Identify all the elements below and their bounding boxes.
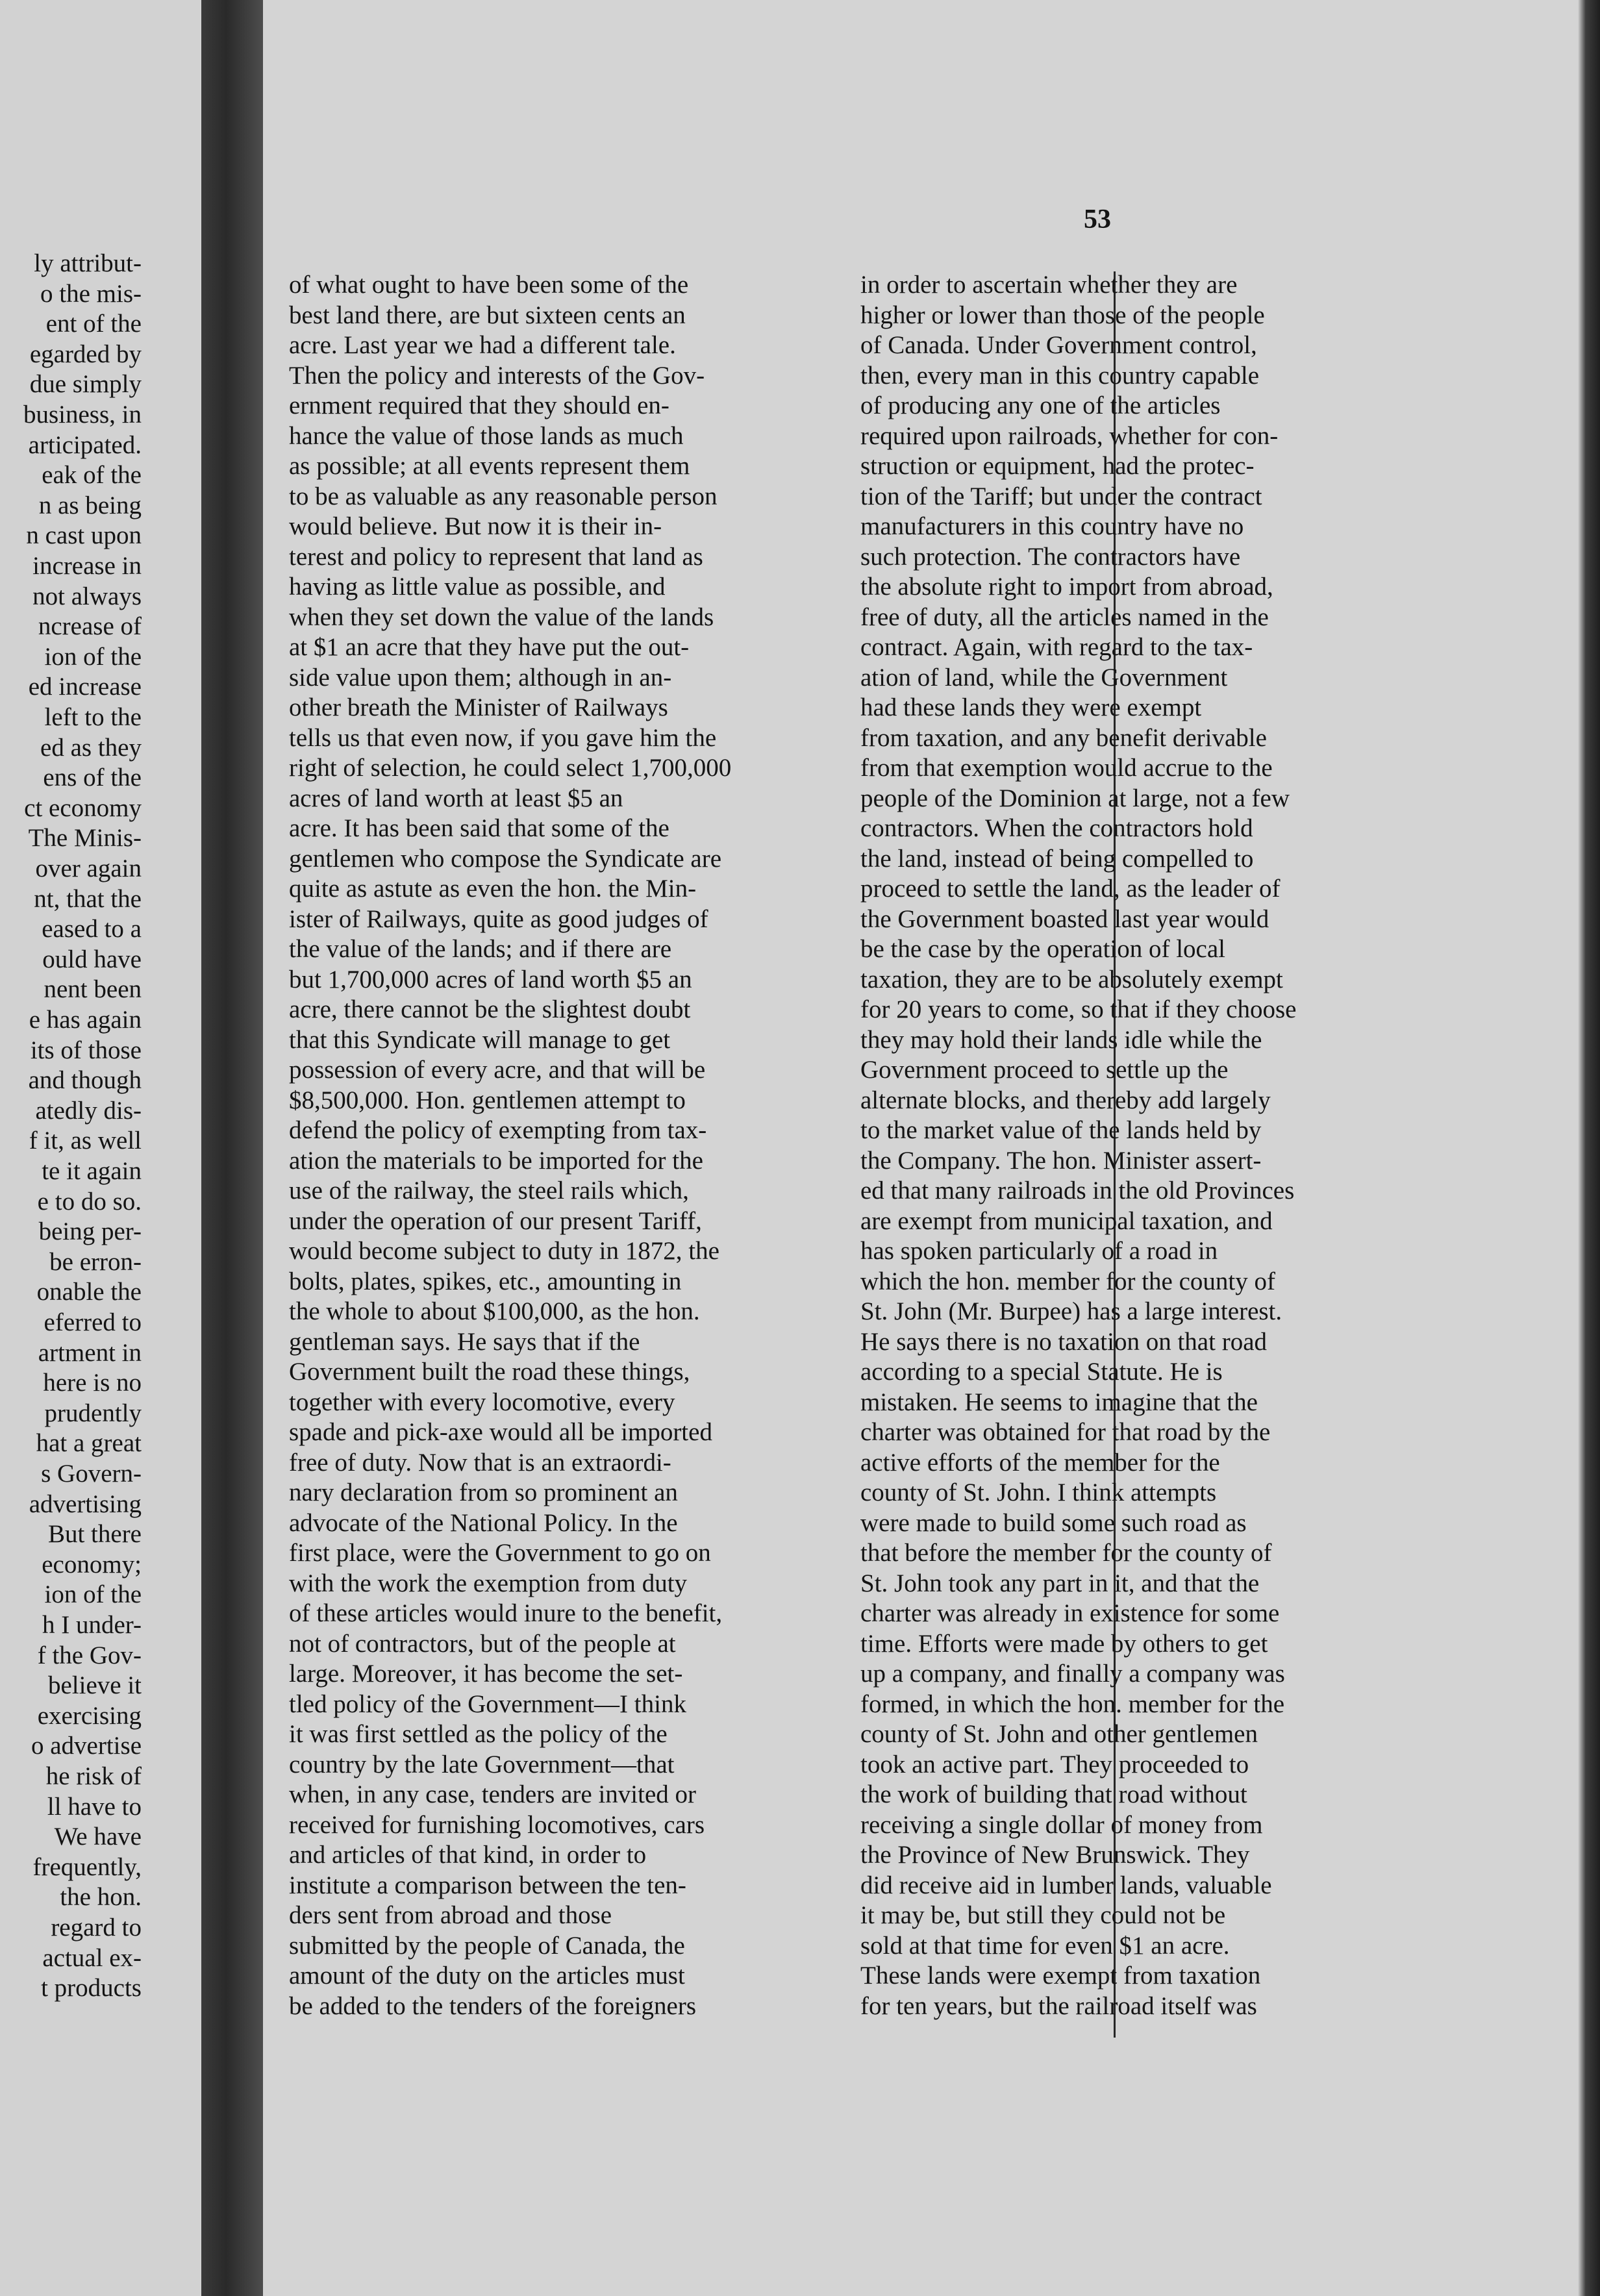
text-line: St. John (Mr. Burpee) has a large interest. bbox=[860, 1297, 1282, 1325]
fragment-line: e has again bbox=[29, 1006, 142, 1034]
fragment-line: articipated. bbox=[28, 430, 142, 459]
fragment-line: actual ex- bbox=[42, 1943, 142, 1972]
fragment-line: eased to a bbox=[42, 915, 142, 943]
text-line: at $1 an acre that they have put the out- bbox=[289, 633, 690, 661]
text-line: it was first settled as the policy of the bbox=[289, 1720, 668, 1748]
text-line: the Province of New Brunswick. They bbox=[860, 1841, 1250, 1869]
text-line: to be as valuable as any reasonable person bbox=[289, 482, 718, 510]
fragment-line: ed increase bbox=[28, 673, 142, 701]
text-line: submitted by the people of Canada, the bbox=[289, 1931, 685, 1960]
text-line: terest and policy to represent that land as bbox=[289, 542, 703, 571]
fragment-line: e to do so. bbox=[37, 1187, 142, 1216]
text-line: amount of the duty on the articles must bbox=[289, 1962, 685, 1990]
text-line: acre. Last year we had a different tale. bbox=[289, 331, 676, 359]
fragment-line: f it, as well bbox=[29, 1127, 142, 1155]
text-line: first place, were the Government to go on bbox=[289, 1539, 711, 1567]
fragment-line: n as being bbox=[38, 491, 142, 519]
text-line: possession of every acre, and that will be bbox=[289, 1056, 706, 1084]
fragment-line: believe it bbox=[47, 1671, 142, 1700]
text-line: hance the value of those lands as much bbox=[289, 421, 684, 450]
text-line: took an active part. They proceeded to bbox=[860, 1750, 1249, 1778]
text-line: Government proceed to settle up the bbox=[860, 1056, 1229, 1084]
text-line: free of duty, all the articles named in the bbox=[860, 603, 1269, 631]
text-line: spade and pick-axe would all be imported bbox=[289, 1418, 712, 1446]
text-line: with the work the exemption from duty bbox=[289, 1569, 688, 1597]
text-line: institute a comparison between the ten- bbox=[289, 1871, 686, 1899]
text-line: required upon railroads, whether for con- bbox=[860, 421, 1279, 450]
text-line: according to a special Statute. He is bbox=[860, 1358, 1223, 1386]
text-line: taxation, they are to be absolutely exempt bbox=[860, 965, 1283, 993]
text-line: to the market value of the lands held by bbox=[860, 1116, 1262, 1144]
fragment-line: be erron- bbox=[49, 1247, 142, 1276]
text-line: defend the policy of exempting from tax- bbox=[289, 1116, 707, 1144]
fragment-line: h I under- bbox=[42, 1611, 142, 1639]
fragment-line: But there bbox=[47, 1520, 142, 1549]
text-line: up a company, and finally a company was bbox=[860, 1660, 1285, 1688]
text-line: the work of building that road without bbox=[860, 1780, 1247, 1808]
text-line: use of the railway, the steel rails which, bbox=[289, 1177, 689, 1204]
text-line: the absolute right to import from abroad, bbox=[860, 573, 1273, 601]
text-line: not of contractors, but of the people at bbox=[289, 1629, 676, 1658]
text-line: side value upon them; although in an- bbox=[289, 663, 672, 692]
fragment-line: frequently, bbox=[32, 1853, 142, 1881]
text-line: mistaken. He seems to imagine that the bbox=[860, 1388, 1258, 1416]
text-line: formed, in which the hon. member for the bbox=[860, 1690, 1285, 1718]
text-line: but 1,700,000 acres of land worth $5 an bbox=[289, 965, 692, 993]
text-line: advocate of the National Policy. In the bbox=[289, 1508, 678, 1537]
text-line: county of St. John and other gentlemen bbox=[860, 1720, 1258, 1748]
text-line: of these articles would inure to the benefit, bbox=[289, 1599, 723, 1627]
fragment-line: ncrease of bbox=[38, 612, 142, 641]
text-line: received for furnishing locomotives, cars bbox=[289, 1810, 705, 1839]
fragment-line: advertising bbox=[29, 1490, 142, 1518]
text-line: be the case by the operation of local bbox=[860, 935, 1226, 963]
text-line: higher or lower than those of the people bbox=[860, 301, 1265, 329]
facing-page-fragment bbox=[0, 0, 201, 2296]
text-line: gentleman says. He says that if the bbox=[289, 1327, 640, 1356]
text-line: large. Moreover, it has become the set- bbox=[289, 1660, 683, 1688]
fragment-line: atedly dis- bbox=[35, 1096, 142, 1125]
text-line: under the operation of our present Tariff, bbox=[289, 1206, 702, 1235]
book-spine-shadow bbox=[201, 0, 263, 2296]
text-line: the Company. The hon. Minister assert- bbox=[860, 1146, 1262, 1175]
text-line: receiving a single dollar of money from bbox=[860, 1810, 1263, 1839]
text-line: ation the materials to be imported for the bbox=[289, 1146, 703, 1175]
text-line: ernment required that they should en- bbox=[289, 392, 669, 419]
fragment-line: ed as they bbox=[40, 733, 142, 762]
text-line: tion of the Tariff; but under the contract bbox=[860, 482, 1262, 510]
fragment-line: nt, that the bbox=[34, 884, 142, 913]
page-53 bbox=[263, 0, 1578, 2296]
text-line: that this Syndicate will manage to get bbox=[289, 1025, 671, 1054]
text-line: proceed to settle the land, as the leader of bbox=[860, 875, 1281, 903]
text-line: from that exemption would accrue to the bbox=[860, 754, 1273, 782]
text-line: nary declaration from so prominent an bbox=[289, 1479, 678, 1506]
text-line: right of selection, he could select 1,700,000 bbox=[289, 754, 732, 782]
text-line: had these lands they were exempt bbox=[860, 693, 1202, 721]
fragment-line: eak of the bbox=[42, 461, 142, 490]
fragment-line: ens of the bbox=[43, 764, 142, 792]
fragment-line: over again bbox=[35, 855, 142, 882]
text-line: the whole to about $100,000, as the hon. bbox=[289, 1297, 700, 1325]
text-line: would become subject to duty in 1872, the bbox=[289, 1237, 719, 1265]
text-line: it may be, but still they could not be bbox=[860, 1901, 1226, 1929]
fragment-line: ion of the bbox=[44, 642, 142, 671]
fragment-line: being per- bbox=[38, 1217, 142, 1246]
text-line: He says there is no taxation on that road bbox=[860, 1327, 1267, 1356]
text-line: for ten years, but the railroad itself was bbox=[860, 1991, 1257, 2020]
text-line: has spoken particularly of a road in bbox=[860, 1237, 1218, 1265]
fragment-line: ent of the bbox=[45, 310, 142, 338]
text-line: the land, instead of being compelled to bbox=[860, 844, 1254, 873]
text-line: together with every locomotive, every bbox=[289, 1388, 675, 1416]
text-line: of Canada. Under Government control, bbox=[860, 331, 1257, 359]
text-line: and articles of that kind, in order to bbox=[289, 1841, 647, 1869]
text-line: sold at that time for even $1 an acre. bbox=[860, 1931, 1230, 1960]
page-number: 53 bbox=[1084, 205, 1111, 234]
fragment-line: increase in bbox=[32, 552, 142, 580]
fragment-line: regard to bbox=[51, 1914, 142, 1941]
text-line: county of St. John. I think attempts bbox=[860, 1479, 1217, 1506]
text-line: free of duty. Now that is an extraordi- bbox=[289, 1448, 671, 1477]
fragment-line: ct economy bbox=[24, 793, 142, 822]
fragment-line: left to the bbox=[44, 703, 142, 731]
fragment-line: o the mis- bbox=[40, 279, 142, 308]
fragment-line: the hon. bbox=[60, 1883, 142, 1912]
text-line: active efforts of the member for the bbox=[860, 1448, 1220, 1477]
fragment-line: business, in bbox=[23, 401, 142, 429]
fragment-line: he risk of bbox=[45, 1762, 142, 1790]
text-line: when, in any case, tenders are invited or bbox=[289, 1780, 697, 1808]
fragment-line: ly attribut- bbox=[34, 249, 142, 277]
text-line: when they set down the value of the lands bbox=[289, 603, 714, 631]
text-line: contract. Again, with regard to the tax- bbox=[860, 633, 1253, 661]
fragment-line: egarded by bbox=[29, 340, 142, 368]
text-line: ister of Railways, quite as good judges of bbox=[289, 905, 708, 933]
fragment-line: o advertise bbox=[31, 1732, 142, 1760]
text-line: time. Efforts were made by others to get bbox=[860, 1629, 1268, 1658]
text-line: tells us that even now, if you gave him the bbox=[289, 723, 717, 752]
text-line: struction or equipment, had the protec- bbox=[860, 452, 1255, 480]
fragment-line: hat a great bbox=[36, 1429, 142, 1458]
fragment-line: n cast upon bbox=[26, 521, 142, 550]
fragment-line: prudently bbox=[44, 1399, 142, 1427]
text-line: Government built the road these things, bbox=[289, 1358, 690, 1386]
text-line: bolts, plates, spikes, etc., amounting in bbox=[289, 1267, 682, 1295]
text-line: Then the policy and interests of the Gov- bbox=[289, 361, 705, 390]
text-line: country by the late Government—that bbox=[289, 1750, 675, 1778]
fragment-line: here is no bbox=[43, 1369, 142, 1397]
text-line: quite as astute as even the hon. the Min- bbox=[289, 875, 697, 903]
text-line: of what ought to have been some of the bbox=[289, 271, 689, 299]
text-line: other breath the Minister of Railways bbox=[289, 693, 668, 721]
text-line: be added to the tenders of the foreigners bbox=[289, 1991, 697, 2020]
fragment-line: economy; bbox=[42, 1550, 142, 1578]
fragment-line: The Minis- bbox=[28, 824, 142, 853]
text-line: manufacturers in this country have no bbox=[860, 512, 1244, 540]
fragment-line: due simply bbox=[29, 370, 142, 399]
text-line: would believe. But now it is their in- bbox=[289, 512, 662, 540]
fragment-line: onable the bbox=[36, 1278, 142, 1306]
text-line: the Government boasted last year would bbox=[860, 905, 1269, 933]
text-line: which the hon. member for the county of bbox=[860, 1267, 1275, 1295]
text-line: $8,500,000. Hon. gentlemen attempt to bbox=[289, 1086, 686, 1114]
text-line: acres of land worth at least $5 an bbox=[289, 784, 623, 812]
text-line: they may hold their lands idle while the bbox=[860, 1025, 1262, 1054]
fragment-line: its of those bbox=[30, 1036, 142, 1064]
fragment-line: exercising bbox=[37, 1701, 142, 1730]
text-line: in order to ascertain whether they are bbox=[860, 271, 1238, 299]
text-line: acre, there cannot be the slightest doubt bbox=[289, 995, 691, 1023]
fragment-line: f the Gov- bbox=[37, 1641, 142, 1669]
fragment-line: s Govern- bbox=[41, 1460, 142, 1488]
text-line: then, every man in this country capable bbox=[860, 361, 1260, 390]
text-line: contractors. When the contractors hold bbox=[860, 814, 1253, 842]
text-line: were made to build some such road as bbox=[860, 1508, 1247, 1537]
fragment-line: artment in bbox=[38, 1338, 142, 1367]
page-edge-shadow bbox=[1578, 0, 1600, 2296]
text-line: the value of the lands; and if there are bbox=[289, 935, 672, 963]
text-line: gentlemen who compose the Syndicate are bbox=[289, 844, 722, 873]
text-line: alternate blocks, and thereby add largely bbox=[860, 1086, 1271, 1114]
text-line: ation of land, while the Government bbox=[860, 663, 1228, 692]
fragment-line: nent been bbox=[44, 975, 142, 1004]
text-line: having as little value as possible, and bbox=[289, 573, 666, 601]
fragment-line: eferred to bbox=[44, 1308, 142, 1336]
text-line: charter was already in existence for some bbox=[860, 1599, 1280, 1627]
fragment-line: ion of the bbox=[44, 1580, 142, 1609]
text-line: St. John took any part in it, and that the bbox=[860, 1569, 1260, 1597]
text-line: tled policy of the Government—I think bbox=[289, 1690, 686, 1718]
text-line: from taxation, and any benefit derivable bbox=[860, 723, 1267, 752]
text-line: ders sent from abroad and those bbox=[289, 1901, 612, 1929]
text-line: as possible; at all events represent them bbox=[289, 452, 690, 480]
fragment-line: ould have bbox=[42, 945, 142, 973]
fragment-line: te it again bbox=[42, 1157, 142, 1185]
text-line: of producing any one of the articles bbox=[860, 392, 1221, 419]
text-line: best land there, are but sixteen cents an bbox=[289, 301, 686, 329]
text-line: These lands were exempt from taxation bbox=[860, 1962, 1261, 1990]
text-line: people of the Dominion at large, not a few bbox=[860, 784, 1290, 812]
text-line: ed that many railroads in the old Provinces bbox=[860, 1177, 1295, 1204]
text-line: acre. It has been said that some of the bbox=[289, 814, 669, 842]
fragment-line: ll have to bbox=[47, 1792, 142, 1821]
fragment-line: t products bbox=[41, 1974, 142, 2003]
fragment-line: and though bbox=[28, 1066, 142, 1095]
text-line: that before the member for the county of bbox=[860, 1539, 1272, 1567]
fragment-line: not always bbox=[32, 582, 142, 610]
text-line: charter was obtained for that road by the bbox=[860, 1418, 1271, 1446]
text-line: such protection. The contractors have bbox=[860, 542, 1241, 571]
fragment-line: We have bbox=[54, 1823, 142, 1851]
text-line: did receive aid in lumber lands, valuable bbox=[860, 1871, 1272, 1899]
text-line: for 20 years to come, so that if they choose bbox=[860, 995, 1297, 1023]
text-line: are exempt from municipal taxation, and bbox=[860, 1206, 1273, 1235]
